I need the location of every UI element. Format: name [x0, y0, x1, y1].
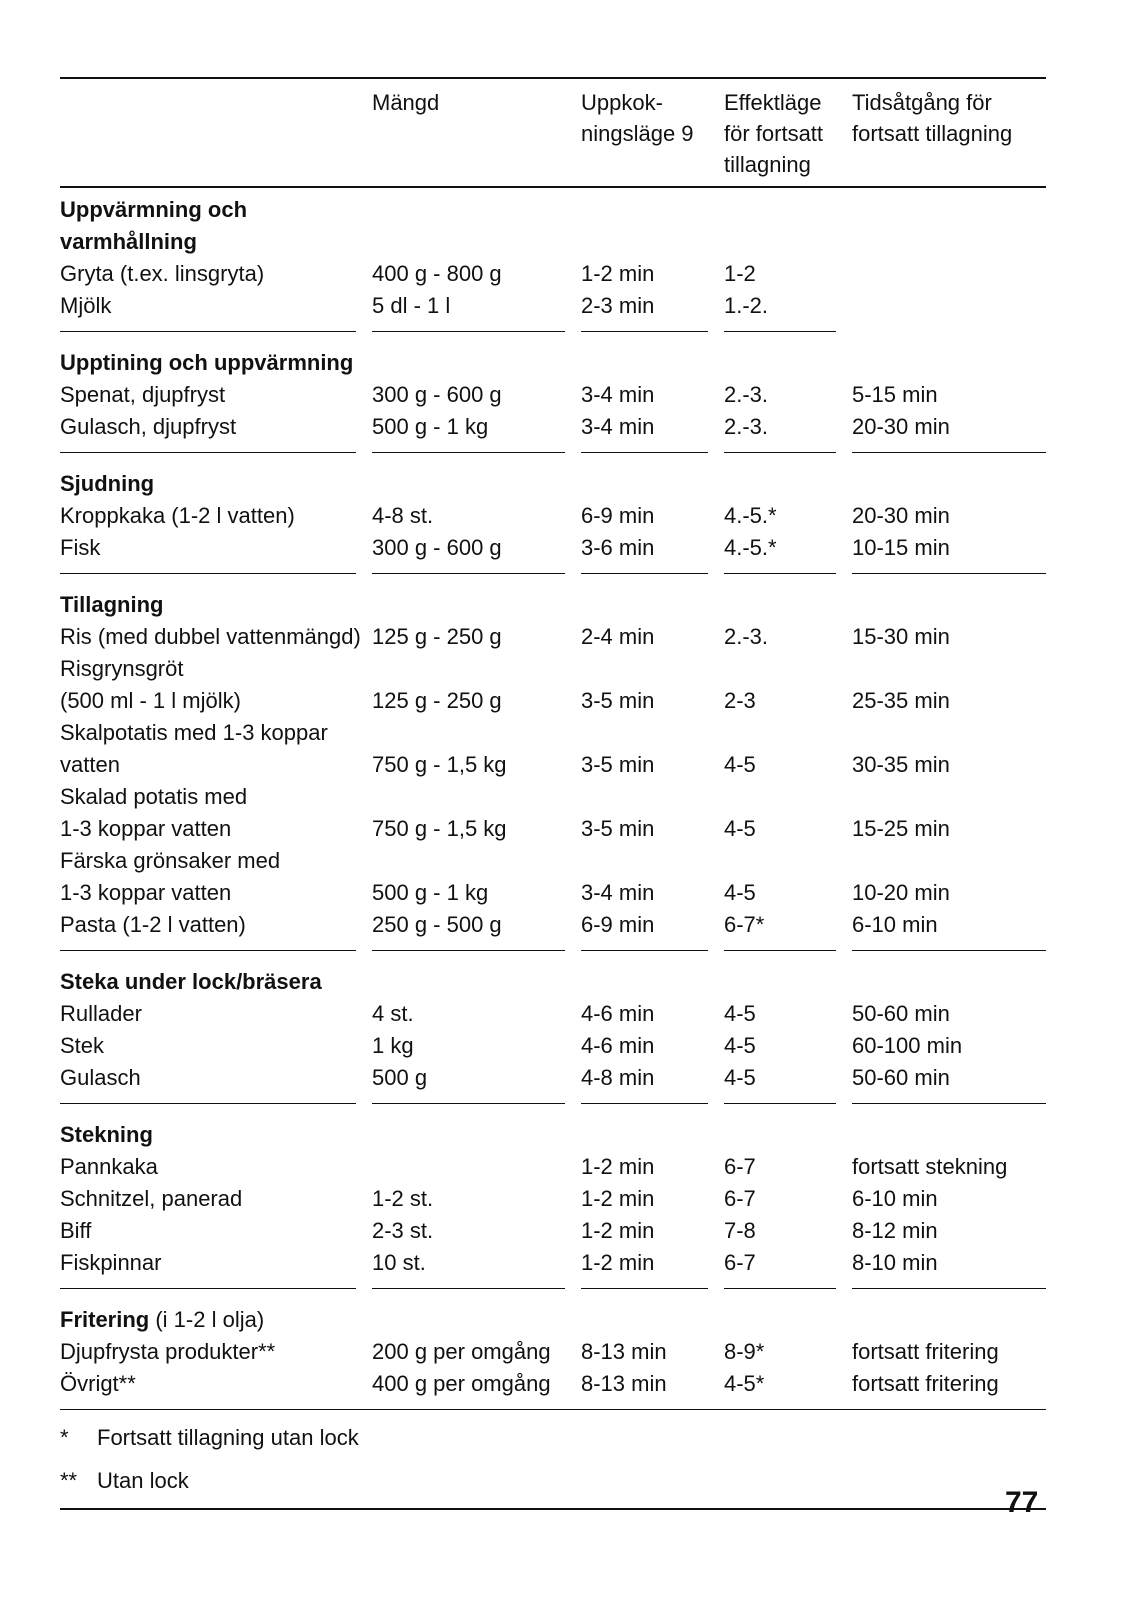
table-row — [60, 532, 1046, 564]
table-row — [60, 1247, 1046, 1279]
section-title: Fritering — [60, 1307, 150, 1332]
table-cell: 2-3 st. — [372, 1218, 434, 1243]
table-cell: Gulasch, djupfryst — [60, 414, 237, 439]
table-cell: 6-9 min — [581, 912, 655, 937]
table-cell: Kroppkaka (1-2 l vatten) — [60, 503, 295, 528]
table-cell: 8-12 min — [852, 1218, 938, 1243]
table-cell: 1-2 min — [581, 1218, 655, 1243]
table-cell: Mjölk — [60, 293, 112, 318]
column-rule — [60, 573, 356, 574]
table-row — [60, 379, 1046, 411]
table-cell: 4-5 — [724, 816, 756, 841]
table-cell: 1-2 — [724, 261, 756, 286]
section-title: Steka under lock/bräsera — [60, 969, 322, 994]
column-rule — [724, 950, 836, 951]
table-cell: 15-25 min — [852, 816, 950, 841]
table-cell: 8-9* — [724, 1339, 765, 1364]
table-row — [60, 1368, 1046, 1400]
section-title: Tillagning — [60, 592, 164, 617]
table-cell: 4-8 st. — [372, 503, 434, 528]
table-cell: 2.-3. — [724, 382, 769, 407]
section-rules — [60, 1288, 1046, 1289]
table-cell: 50-60 min — [852, 1065, 950, 1090]
table-cell: Skalpotatis med 1-3 koppar — [60, 720, 328, 745]
table-row — [60, 1336, 1046, 1368]
table-cell: Spenat, djupfryst — [60, 382, 226, 407]
table-cell: 3-6 min — [581, 535, 655, 560]
table-cell: Gryta (t.ex. linsgryta) — [60, 261, 265, 286]
table-row — [60, 685, 1046, 717]
table-cell: 2.-3. — [724, 414, 769, 439]
table-cell: 3-5 min — [581, 816, 655, 841]
table-cell: Pasta (1-2 l vatten) — [60, 912, 246, 937]
column-rule — [372, 452, 565, 453]
table-cell: Skalad potatis med — [60, 784, 248, 809]
table-cell: 20-30 min — [852, 414, 950, 439]
table-cell — [372, 845, 581, 877]
table-row — [60, 781, 1046, 813]
column-rule — [724, 331, 836, 332]
table-cell: 15-30 min — [852, 624, 950, 649]
table-cell: Färska grönsaker med — [60, 848, 281, 873]
table-cell: 10 st. — [372, 1250, 426, 1275]
footnote-symbol: * — [60, 1425, 69, 1450]
table-cell: 20-30 min — [852, 503, 950, 528]
table-cell: 4-6 min — [581, 1033, 655, 1058]
table-cell: 250 g - 500 g — [372, 912, 502, 937]
table-cell — [724, 845, 852, 877]
footnote-text: Utan lock — [97, 1468, 189, 1493]
table-section — [60, 1113, 1046, 1289]
column-rule — [372, 573, 565, 574]
table-cell: 1-2 min — [581, 1250, 655, 1275]
column-rule — [581, 331, 708, 332]
table-cell: 400 g - 800 g — [372, 261, 502, 286]
table-section — [60, 462, 1046, 574]
table-section — [60, 583, 1046, 951]
table-cell — [372, 781, 581, 813]
table-cell: 4-5* — [724, 1371, 765, 1396]
table-row — [60, 653, 1046, 685]
table-cell: 8-13 min — [581, 1371, 667, 1396]
table-cell: 10-20 min — [852, 880, 950, 905]
table-cell: 500 g — [372, 1065, 428, 1090]
table-row — [60, 1030, 1046, 1062]
table-cell: 8-10 min — [852, 1250, 938, 1275]
table-cell: Schnitzel, panerad — [60, 1186, 243, 1211]
table-cell — [852, 258, 1046, 290]
section-end-rule — [60, 1409, 1046, 1410]
table-cell: 7-8 — [724, 1218, 756, 1243]
section-title: Upptining och uppvärmning — [60, 350, 354, 375]
column-rule — [60, 950, 356, 951]
section-rules — [60, 1103, 1046, 1104]
table-cell: 4-5 — [724, 1065, 756, 1090]
table-cell: Biff — [60, 1218, 92, 1243]
table-cell: Pannkaka — [60, 1154, 158, 1179]
table-cell: 10-15 min — [852, 535, 950, 560]
header-col1 — [60, 87, 372, 180]
table-body — [60, 188, 1046, 1410]
section-title: varmhållning — [60, 229, 197, 254]
table-row — [60, 909, 1046, 941]
table-cell — [372, 653, 581, 685]
table-cell: 4-8 min — [581, 1065, 655, 1090]
table-cell: (500 ml - 1 l mjölk) — [60, 688, 241, 713]
table-cell — [724, 781, 852, 813]
table-cell: 300 g - 600 g — [372, 382, 502, 407]
table-cell: 5-15 min — [852, 382, 938, 407]
table-cell: fortsatt fritering — [852, 1339, 999, 1364]
header-tidsatgang: Tidsåtgång för fortsatt tillagning — [852, 90, 1013, 146]
table-row — [60, 749, 1046, 781]
table-header — [60, 79, 1046, 186]
table-cell: Rullader — [60, 1001, 142, 1026]
table-cell: 30-35 min — [852, 752, 950, 777]
table-row — [60, 998, 1046, 1030]
table-cell: 4-6 min — [581, 1001, 655, 1026]
table-row — [60, 1151, 1046, 1183]
section-rules — [60, 1409, 1046, 1410]
table-cell: 750 g - 1,5 kg — [372, 816, 507, 841]
table-row — [60, 813, 1046, 845]
table-cell: fortsatt fritering — [852, 1371, 999, 1396]
table-cell: 5 dl - 1 l — [372, 293, 451, 318]
footnote-text: Fortsatt tillagning utan lock — [97, 1425, 359, 1450]
table-cell: vatten — [60, 752, 120, 777]
table-cell: 500 g - 1 kg — [372, 414, 489, 439]
table-cell: Risgrynsgröt — [60, 656, 184, 681]
table-cell: 4.-5.* — [724, 503, 777, 528]
table-cell: 125 g - 250 g — [372, 688, 502, 713]
table-cell — [724, 653, 852, 685]
table-cell: 25-35 min — [852, 688, 950, 713]
table-cell — [724, 717, 852, 749]
page-number: 77 — [1005, 1486, 1039, 1519]
table-row — [60, 1062, 1046, 1094]
table-cell: 500 g - 1 kg — [372, 880, 489, 905]
table-cell: 1 kg — [372, 1033, 414, 1058]
column-rule — [60, 1288, 356, 1289]
table-cell: 4-5 — [724, 752, 756, 777]
table-cell — [852, 290, 1046, 322]
table-cell: 4-5 — [724, 880, 756, 905]
table-cell: Stek — [60, 1033, 105, 1058]
table-cell: Djupfrysta produkter** — [60, 1339, 276, 1364]
table-cell — [581, 781, 724, 813]
table-cell: 6-7 — [724, 1186, 756, 1211]
table-cell — [581, 717, 724, 749]
table-section — [60, 188, 1046, 332]
table-cell: 4.-5.* — [724, 535, 777, 560]
table-cell: 4-5 — [724, 1033, 756, 1058]
table-cell — [581, 845, 724, 877]
table-cell: 1-2 min — [581, 1154, 655, 1179]
table-cell: 6-7 — [724, 1250, 756, 1275]
table-cell: Övrigt** — [60, 1371, 136, 1396]
table-cell: 3-5 min — [581, 752, 655, 777]
column-rule — [852, 331, 1046, 332]
table-cell: 400 g per omgång — [372, 1371, 551, 1396]
table-cell — [852, 653, 1046, 685]
column-rule — [724, 452, 836, 453]
table-cell: fortsatt stekning — [852, 1154, 1008, 1179]
column-rule — [581, 573, 708, 574]
footnotes — [60, 1422, 1046, 1497]
table-row — [60, 621, 1046, 653]
section-rules — [60, 950, 1046, 951]
table-cell: 1-2 st. — [372, 1186, 434, 1211]
table-cell: 1.-2. — [724, 293, 769, 318]
header-effektlage: Effektläge för fortsatt tillagning — [724, 90, 824, 177]
table-row — [60, 1215, 1046, 1247]
column-rule — [60, 452, 356, 453]
table-cell: 1-2 min — [581, 1186, 655, 1211]
table-cell — [852, 845, 1046, 877]
column-rule — [581, 950, 708, 951]
table-cell: Fisk — [60, 535, 101, 560]
footnote — [60, 1422, 1046, 1454]
bottom-rule — [60, 1508, 1046, 1510]
column-rule — [724, 1288, 836, 1289]
table-cell: 4 st. — [372, 1001, 414, 1026]
table-row — [60, 877, 1046, 909]
section-rules — [60, 452, 1046, 453]
cooking-table — [60, 77, 1046, 1510]
column-rule — [852, 573, 1046, 574]
section-rules — [60, 331, 1046, 332]
column-rule — [372, 331, 565, 332]
table-cell: 3-4 min — [581, 382, 655, 407]
column-rule — [372, 950, 565, 951]
table-cell: 60-100 min — [852, 1033, 963, 1058]
table-cell: 125 g - 250 g — [372, 624, 502, 649]
column-rule — [852, 950, 1046, 951]
section-title-suffix: (i 1-2 l olja) — [149, 1307, 265, 1332]
table-section — [60, 1298, 1046, 1410]
column-rule — [60, 331, 356, 332]
table-cell: Ris (med dubbel vattenmängd) — [60, 624, 361, 649]
table-cell — [581, 653, 724, 685]
table-section — [60, 960, 1046, 1104]
table-row — [60, 258, 1046, 290]
table-cell: 3-4 min — [581, 414, 655, 439]
footnote — [60, 1465, 1046, 1497]
table-row — [60, 411, 1046, 443]
column-rule — [581, 452, 708, 453]
table-cell — [372, 717, 581, 749]
table-cell: Fiskpinnar — [60, 1250, 162, 1275]
column-rule — [581, 1103, 708, 1104]
table-cell: 6-10 min — [852, 912, 938, 937]
table-cell: 3-4 min — [581, 880, 655, 905]
table-row — [60, 717, 1046, 749]
table-cell: 1-3 koppar vatten — [60, 880, 232, 905]
table-cell: 50-60 min — [852, 1001, 950, 1026]
table-cell: 6-10 min — [852, 1186, 938, 1211]
table-section — [60, 341, 1046, 453]
column-rule — [581, 1288, 708, 1289]
table-cell: 300 g - 600 g — [372, 535, 502, 560]
table-row — [60, 500, 1046, 532]
header-uppkok: Uppkok- ningsläge 9 — [581, 90, 694, 146]
section-title: Stekning — [60, 1122, 153, 1147]
table-cell — [852, 717, 1046, 749]
section-title: Sjudning — [60, 471, 155, 496]
table-cell: 2.-3. — [724, 624, 769, 649]
table-cell: 6-7 — [724, 1154, 756, 1179]
table-cell: 750 g - 1,5 kg — [372, 752, 507, 777]
header-mangd: Mängd — [372, 90, 440, 115]
column-rule — [852, 452, 1046, 453]
table-cell — [852, 781, 1046, 813]
table-row — [60, 845, 1046, 877]
table-cell: 2-3 min — [581, 293, 655, 318]
column-rule — [372, 1288, 565, 1289]
table-cell: 1-2 min — [581, 261, 655, 286]
table-row — [60, 290, 1046, 322]
column-rule — [724, 573, 836, 574]
column-rule — [60, 1103, 356, 1104]
table-cell: 2-4 min — [581, 624, 655, 649]
table-cell: 6-9 min — [581, 503, 655, 528]
table-cell: Gulasch — [60, 1065, 141, 1090]
table-cell: 3-5 min — [581, 688, 655, 713]
table-cell: 6-7* — [724, 912, 765, 937]
table-cell: 4-5 — [724, 1001, 756, 1026]
table-cell: 1-3 koppar vatten — [60, 816, 232, 841]
section-rules — [60, 573, 1046, 574]
table-cell — [372, 1151, 581, 1183]
column-rule — [724, 1103, 836, 1104]
table-cell: 8-13 min — [581, 1339, 667, 1364]
column-rule — [852, 1288, 1046, 1289]
table-cell: 200 g per omgång — [372, 1339, 551, 1364]
footnote-symbol: ** — [60, 1468, 78, 1493]
section-title: Uppvärmning och — [60, 197, 248, 222]
column-rule — [852, 1103, 1046, 1104]
column-rule — [372, 1103, 565, 1104]
table-cell: 2-3 — [724, 688, 756, 713]
table-row — [60, 1183, 1046, 1215]
